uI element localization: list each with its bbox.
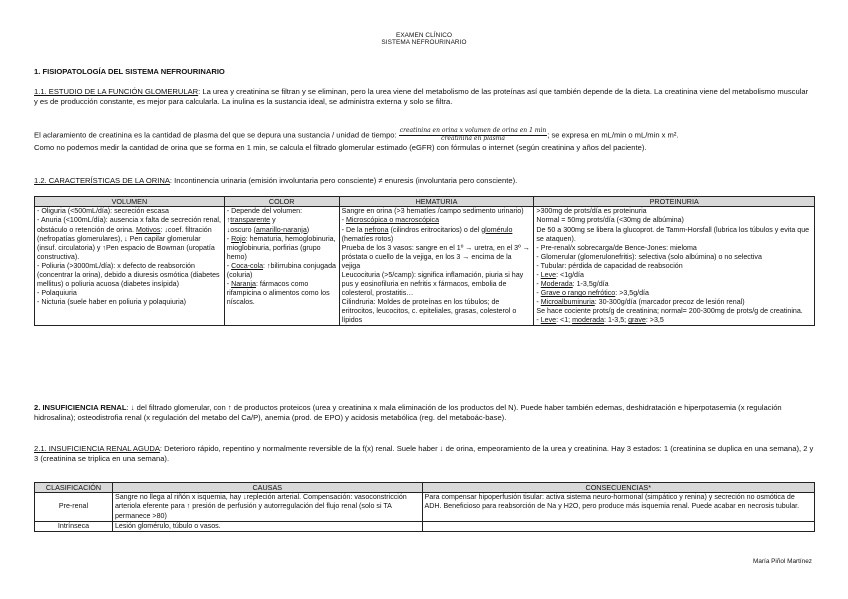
table-header-row: [35, 483, 815, 493]
document-header: [0, 32, 848, 47]
section-2-title: 2. INSUFICIENCIA RENAL: [34, 403, 127, 412]
nicturia-text: - Nicturia (suele haber en poliuria y polaquiuria): [37, 298, 187, 307]
color-naranja: - Naranja: fármacos como rifampicina o alimentos como los níscalos.: [226, 279, 330, 307]
section-1-1-text: : La urea y creatinina se filtran y se eliminan, pero la urea viene del metabolismo de las proteínas así que también depende de la dieta. La creatinina viene del metabolismo muscular y es de producción constante, es mejor para calcularla. La inulina es la sustancia ideal, se administra externa y solo se filtra.: [34, 87, 809, 106]
urine-characteristics-table: [34, 196, 815, 326]
column-header-causas: CAUSAS: [112, 483, 422, 493]
section-2-1: [34, 444, 814, 464]
section-1-2-title: 1.2. CARACTERÍSTICAS DE LA ORINA: [34, 176, 170, 185]
column-header-clasificacion: CLASIFICACIÓN: [35, 483, 113, 493]
section-2: [34, 403, 814, 423]
column-header-consecuencias: CONSECUENCIAS*: [422, 483, 814, 493]
table-row: [35, 521, 815, 531]
clearance-lead: El aclaramiento de creatinina es la cantidad de plasma del que se depura una sustancia / unidad de tiempo:: [34, 130, 399, 140]
color-amarillo: ↓oscuro (amarillo-naranja): [226, 225, 310, 234]
section-1-title: 1. FISIOPATOLOGÍA DEL SISTEMA NEFROURINARIO: [34, 67, 225, 76]
cell-causes: Lesión glomérulo, túbulo o vasos.: [112, 521, 422, 531]
cell-causes: Sangre no llega al riñón x isquemia, hay ↓repleción arterial. Compensación: vasoconstricción arteriola eferente para ↑ presión de perfusión y autorregulación del flujo renal (solo si TA permanece >80): [112, 493, 422, 521]
section-2-text: : ↓ del filtrado glomerular, con ↑ de productos proteicos (urea y creatinina x mala eliminación de los productos del N). Puede haber también edemas, deshidratación e hiperpotasemia (x regulación hidrosalina); osteodistrofia renal (x regulación del metabo del Ca/P), anemia (prod. de EPO) y acidosis metabólica (reg. del metaboác-base).: [34, 403, 782, 422]
cell-proteinuria: >300mg de prots/día es proteinuria Normal = 50mg prots/día (<30mg de albúmina) De 50 a 300mg se libera la glucoprot. de Tamm-Horsfall (lubrica los túbulos y evita que se ataquen). - Pre-renal/x sobrecarga/de Bence-Jones: mieloma - Glomerular (glomerulonefritis): selectiva (solo albúmina) o no selectiva - Tubular: pérdida de capacidad de reabsoción - Leve: <1g/día - Moderada: 1-3,5g/día - Grave o rango nefrótico: >3,5g/día - Microalbuminuria: 30-300g/día (marcador precoz de lesión renal) Se hace cociente prots/g de creatinina; normal= 200-300mg de prots/g de creatinina. - Leve: <1; moderada: 1-3,5; grave: >3,5: [534, 207, 815, 326]
column-header-proteinuria: PROTEINURIA: [534, 197, 815, 207]
cell-classification: Pre-renal: [35, 493, 113, 521]
color-coca-cola: - Coca-cola: ↑bilirrubina conjugada (coluria): [226, 261, 336, 279]
cell-consequences: [422, 521, 814, 531]
clearance-formula: [399, 128, 548, 143]
color-transparente: ↑transparente y: [226, 216, 276, 225]
section-1-1-title: 1.1. ESTUDIO DE LA FUNCIÓN GLOMERULAR: [34, 87, 199, 96]
section-1-2-text: : Incontinencia urinaria (emisión involuntaria pero consciente) ≠ enuresis (involuntaria pero consciente).: [169, 176, 518, 185]
section-1-1: [34, 87, 814, 107]
polaquiuria-text: - Polaquiuria: [37, 289, 77, 298]
footer-author: María Piñol Martínez: [753, 558, 812, 565]
header-line-1: EXAMEN CLÍNICO: [395, 32, 453, 39]
poliuria-text: - Poliuria (>3000mL/día): x defecto de reabsorción (concentrar la orina), debido a diuresis osmótica (diabetes mellitus) o poliuria acuosa (diabetes insípida): [37, 261, 220, 288]
column-header-volumen: VOLUMEN: [35, 197, 225, 207]
table-row: [35, 207, 815, 326]
header-line-2: SISTEMA NEFROURINARIO: [381, 39, 467, 47]
cell-color: [224, 207, 339, 326]
clearance-tail: ; se expresa en mL/min o mL/min x m².: [547, 130, 679, 140]
color-rojo: - Rojo: hematuria, hemoglobinuria, mioglobinuria, porfirias (grupo hemo): [226, 234, 336, 261]
motivos-label: Motivos: [135, 225, 161, 234]
oliguria-text: - Oliguria (<500mL/día): secreción escasa: [37, 207, 169, 216]
table-header-row: [35, 197, 815, 207]
section-2-1-text: : Deterioro rápido, repentino y normalmente reversible de la f(x) renal. Suele haber ↓ de orina, empeoramiento de la urea y creatinina. Hay 3 estados: 1 (creatinina se duplica en una semana), 2 y 3 (creatinina se triplica en una semana).: [34, 444, 814, 463]
color-intro: - Depende del volumen:: [226, 207, 303, 216]
section-1-2: [34, 176, 814, 186]
cell-consequences: Para compensar hipoperfusión tisular: activa sistema neuro-hormonal (simpático y renina) y secreción no osmótica de ADH. Beneficioso para reabsorción de Na y H2O, pero produce más isquemia renal. Puede acabar en necrosis tubular.: [422, 493, 814, 521]
formula-numerator: creatinina en orina x volumen de orina en 1 min: [399, 127, 547, 134]
column-header-hematuria: HEMATURIA: [339, 197, 534, 207]
column-header-color: COLOR: [224, 197, 339, 207]
cell-classification: Intrínseca: [35, 521, 113, 531]
cell-hematuria: Sangre en orina (>3 hematíes /campo sedimento urinario) - Microscópica o macroscópica - De la nefrona (cilindros eritrocitarios) o del glomérulo (hematíes rotos) Prueba de los 3 vasos: sangre en el 1º → uretra, en el 3º → próstata o cuello de la vejiga, en los 3 → encima de la vejiga Leucocituria (>5/camp): significa inflamación, piuria si hay pus y eosinofiluria en nefritis x fármacos, embolia de colesterol, prostatitis… Cilindruria: Moldes de proteínas en los túbulos; de eritrocitos, leucocitos, c. epiteliales, grasas, colesterol o lípidos: [339, 207, 534, 326]
cell-volumen: [35, 207, 225, 326]
formula-denominator: creatinina en plasma: [441, 134, 505, 142]
clearance-paragraph: [34, 128, 814, 153]
table-row: [35, 493, 815, 521]
anuria-text: - Anuria (<100mL/día): ausencia x falta de secreción renal, obstáculo o retención de orina. Motivos: ↓coef. filtración (nefropatías glomerulares), ↓ Pen capilar glomerular (insuf. circulatoria) y ↑Pen espacio de Bowman (uropatía constructiva).: [37, 216, 221, 261]
section-2-1-title: 2.1. INSUFICIENCIA RENAL AGUDA: [34, 444, 160, 453]
clearance-line-2: Como no podemos medir la cantidad de orina que se forma en 1 min, se calcula el filtrado glomerular estimado (eGFR) con fórmulas o internet (según creatinina y años del paciente).: [34, 142, 647, 152]
acute-renal-failure-table: [34, 482, 815, 532]
